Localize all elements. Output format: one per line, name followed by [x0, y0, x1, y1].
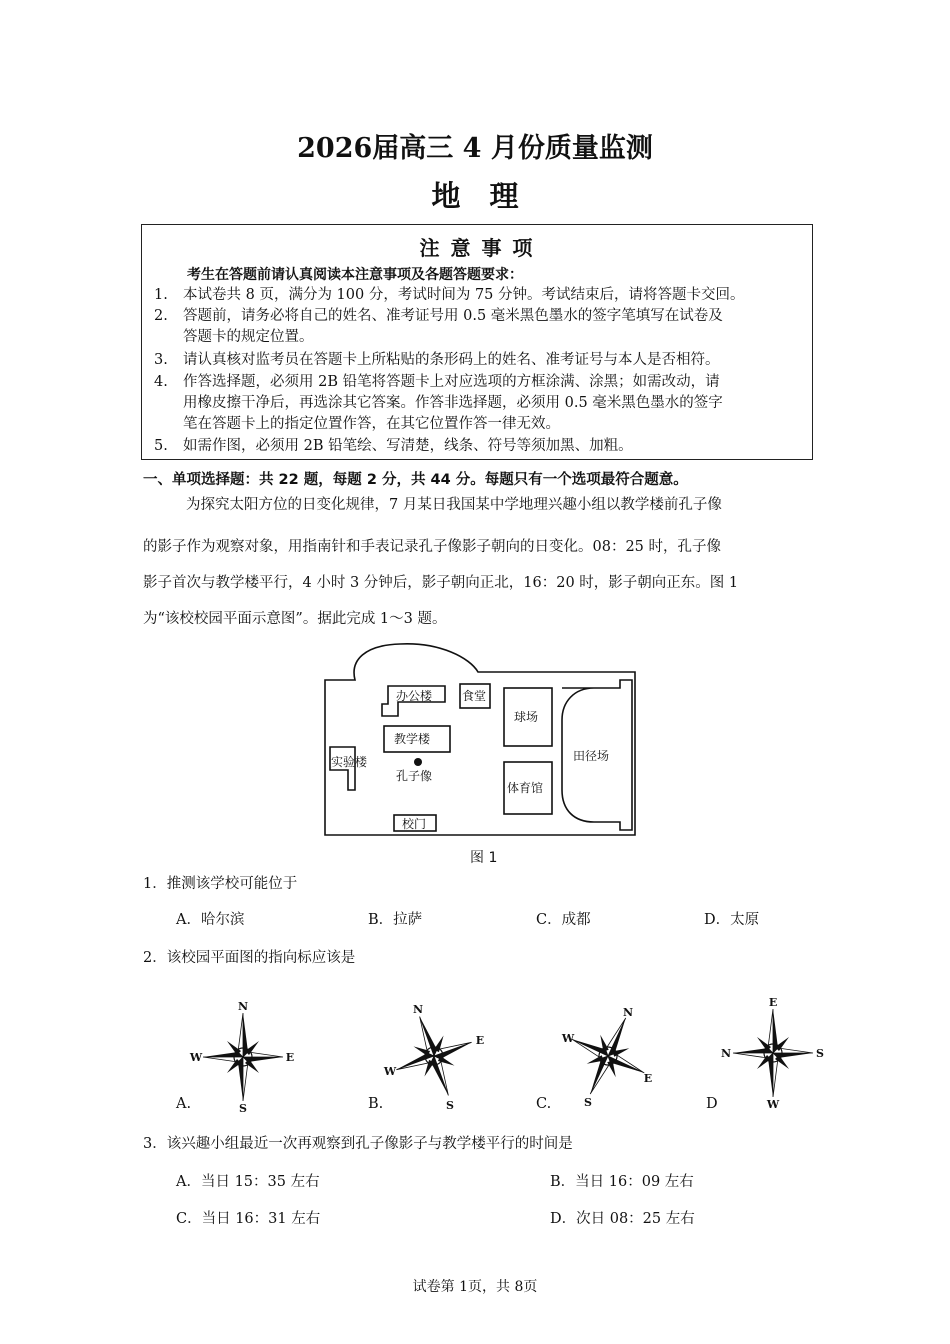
figure-caption: 图 1: [470, 850, 498, 866]
map-label-teaching: 教学楼: [394, 732, 431, 746]
exam-title: 2026届高三 4 月份质量监测: [297, 133, 653, 164]
map-label-lab: 实验楼: [331, 755, 368, 769]
question-1-stem: 1．推测该学校可能位于: [143, 876, 298, 892]
svg-text:W: W: [561, 1032, 575, 1045]
notice-item-text: 答题前，请务必将自己的姓名、准考证号用 0.5 毫米黑色墨水的签字笔填写在试卷及: [183, 308, 723, 324]
notice-item-num: 4.: [154, 374, 168, 390]
compass-rose-icon: [718, 996, 828, 1110]
svg-text:N: N: [237, 1000, 249, 1013]
subject-title: 地 理: [431, 179, 519, 213]
campus-boundary: [325, 644, 635, 835]
notice-item-num: 1.: [154, 287, 168, 303]
map-label-court: 球场: [514, 710, 539, 724]
passage-line: 影子首次与教学楼平行，4 小时 3 分钟后，影子朝向正北，16：20 时，影子朝向正东。图 1: [143, 575, 739, 591]
page-footer: 试卷第 1页，共 8页: [412, 1279, 538, 1295]
question-2-stem: 2．该校园平面图的指向标应该是: [143, 950, 356, 966]
compass-rose-icon: [188, 1000, 298, 1114]
q3-option-c: C．当日 16：31 左右: [176, 1211, 321, 1227]
svg-text:W: W: [189, 1051, 203, 1064]
map-label-gym: 体育馆: [507, 781, 544, 795]
q1-option-a: A．哈尔滨: [176, 912, 245, 928]
q2-option-c: C.: [536, 1096, 552, 1112]
map-label-office: 办公楼: [396, 689, 433, 703]
q1-option-b: B．拉萨: [368, 912, 423, 928]
notice-item-text: 笔在答题卡上的指定位置作答，在其它位置作答一律无效。: [183, 416, 560, 432]
question-3-stem: 3．该兴趣小组最近一次再观察到孔子像影子与教学楼平行的时间是: [143, 1136, 573, 1152]
passage-line: 的影子作为观察对象，用指南针和手表记录孔子像影子朝向的日变化。08：25 时，孔子像: [143, 539, 722, 555]
map-label-canteen: 食堂: [462, 689, 487, 703]
q1-option-d: D．太原: [704, 912, 760, 928]
q2-option-a: A.: [176, 1096, 192, 1112]
notice-item-text: 用橡皮擦干净后，再选涂其它答案。作答非选择题，必须用 0.5 毫米黑色墨水的签字: [183, 395, 723, 411]
svg-text:E: E: [643, 1072, 653, 1085]
svg-text:E: E: [285, 1051, 295, 1064]
q2-option-b: B.: [368, 1096, 384, 1112]
notice-intro: 考生在答题前请认真阅读本注意事项及各题答题要求：: [187, 267, 523, 283]
notice-heading: 注 意 事 项: [419, 236, 535, 260]
campus-map: [320, 640, 640, 840]
notice-item-num: 3.: [154, 352, 168, 368]
svg-text:N: N: [412, 1003, 424, 1016]
q3-option-a: A．当日 15：35 左右: [176, 1174, 320, 1190]
notice-item-text: 答题卡的规定位置。: [183, 329, 314, 345]
notice-item-num: 2.: [154, 308, 168, 324]
q2-option-d: D: [706, 1096, 718, 1112]
compass-rose-icon: [378, 1000, 490, 1112]
map-label-gate: 校门: [402, 817, 427, 831]
q3-option-b: B．当日 16：09 左右: [550, 1174, 694, 1190]
notice-item-text: 本试卷共 8 页，满分为 100 分，考试时间为 75 分钟。考试结束后，请将答题卡交回。: [183, 287, 745, 303]
passage-line: 为探究太阳方位的日变化规律，7 月某日我国某中学地理兴趣小组以教学楼前孔子像: [186, 497, 722, 513]
notice-item-text: 作答选择题，必须用 2B 铅笔将答题卡上对应选项的方框涂满、涂黑；如需改动，请: [183, 374, 720, 390]
map-label-track: 田径场: [573, 749, 610, 763]
statue-marker: [414, 758, 422, 766]
section-heading: 一、单项选择题：共 22 题，每题 2 分，共 44 分。每题只有一个选项最符合题意。: [143, 472, 688, 488]
q3-option-d: D．次日 08：25 左右: [550, 1211, 695, 1227]
q1-option-c: C．成都: [536, 912, 591, 928]
svg-text:S: S: [584, 1096, 592, 1109]
notice-item-num: 5.: [154, 438, 168, 454]
svg-text:N: N: [622, 1006, 634, 1019]
notice-item-text: 请认真核对监考员在答题卡上所粘贴的条形码上的姓名、准考证号与本人是否相符。: [183, 352, 720, 368]
svg-text:W: W: [383, 1065, 397, 1078]
passage-line: 为“该校校园平面示意图”。据此完成 1～3 题。: [143, 611, 447, 627]
compass-rose-icon: [552, 1000, 664, 1112]
svg-text:S: S: [239, 1102, 247, 1114]
svg-text:S: S: [816, 1047, 824, 1060]
svg-text:E: E: [475, 1034, 485, 1047]
svg-text:N: N: [720, 1047, 732, 1060]
svg-text:S: S: [446, 1099, 454, 1112]
svg-text:E: E: [768, 996, 778, 1009]
svg-text:W: W: [766, 1098, 780, 1110]
map-label-statue: 孔子像: [396, 769, 433, 783]
notice-item-text: 如需作图，必须用 2B 铅笔绘、写清楚，线条、符号等须加黑、加粗。: [183, 438, 633, 454]
